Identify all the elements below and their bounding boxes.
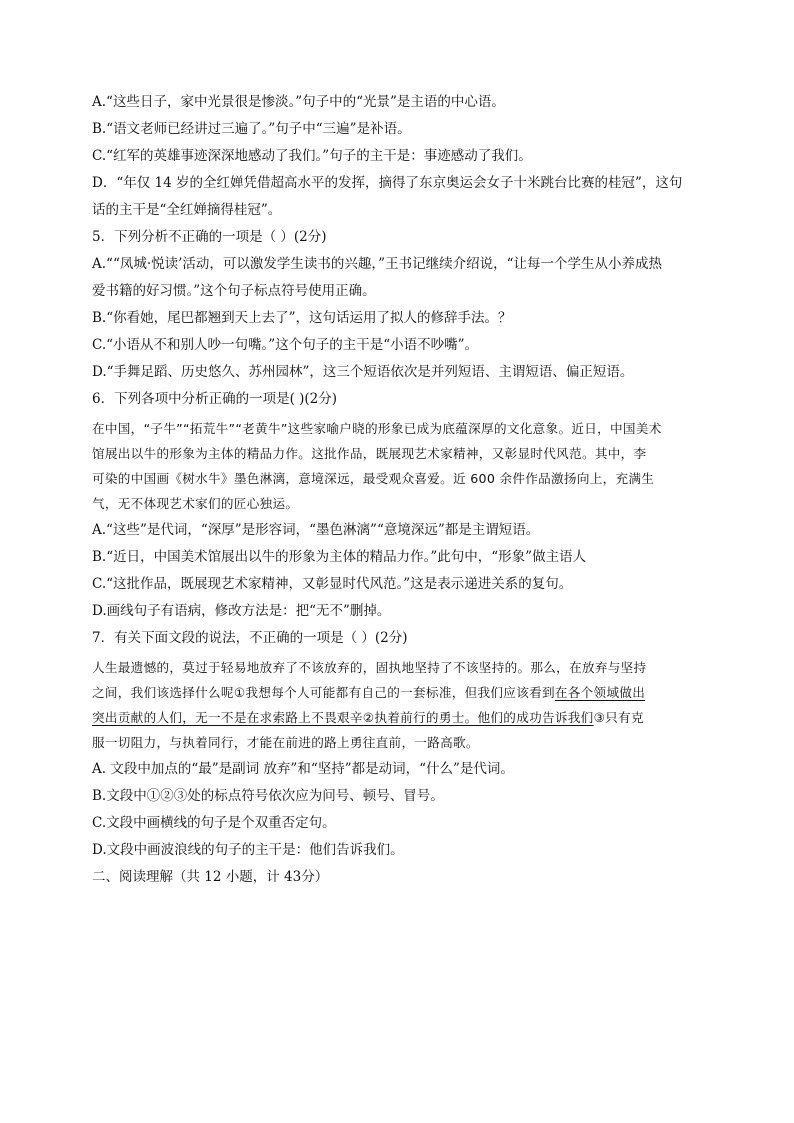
q7-passage-line: 人生最遗憾的，莫过于轻易地放弃了不该放弃的，固执地坚持了不该坚持的。那么，在放弃与坚持 <box>92 660 647 675</box>
q6-option-d: D.画线句子有语病，修改方法是：把“无不”删掉。 <box>92 603 391 619</box>
question-5 <box>92 227 702 382</box>
question-4-options <box>92 92 702 220</box>
question-6 <box>92 389 702 621</box>
q5-option-d: D.“手舞足蹈、历史悠久、苏州园林”，这三个短语依次是并列短语、主谓短语、偏正短语。 <box>92 364 634 380</box>
q6-passage <box>92 416 702 516</box>
q4-option-a: A.“这些日子，家中光景很是惨淡。”句子中的“光景”是主语的中心语。 <box>92 94 505 110</box>
q6-option-a: A.“这些”是代词，“深厚”是形容词，“墨色淋漓”“意境深远”都是主谓短语。 <box>92 522 540 538</box>
q6-passage-line: 在中国，“子牛”“拓荒牛”“老黄牛”这些家喻户晓的形象已成为底蕴深厚的文化意象。近日，中国美术 <box>92 421 662 436</box>
q5-option-a-line1: A.““凤城·悦读’活动，可以激发学生读书的兴趣，”王书记继续介绍说，“让每一个学生从小养成热 <box>92 256 662 272</box>
q7-option-b: B.文段中①②③处的标点符号依次应为问号、顿号、冒号。 <box>92 788 444 804</box>
q7-passage-text: 之间，我们该选择什么呢①我想每个人可能都有自己的一套标准，但我们应该看到 <box>92 685 555 700</box>
q6-option-c: C.“这批作品，既展现艺术家精神，又彰显时代风范。”这是表示递进关系的复句。 <box>92 576 573 592</box>
q6-passage-line: 可染的中国画《树水牛》墨色淋漓，意境深远，最受观众喜爱。近 600 余件作品激扬向上，充满生 <box>92 471 655 486</box>
q4-option-d-line2: 话的主干是“全红婵摘得桂冠”。 <box>92 202 282 218</box>
q7-passage-text: ③只有克 <box>593 710 644 725</box>
q4-option-c: C.“红军的英雄事迹深深地感动了我们。”句子的主干是：事迹感动了我们。 <box>92 148 532 164</box>
q5-option-b: B.“你看她，尾巴都翘到天上去了”，这句话运用了拟人的修辞手法。？ <box>92 310 512 326</box>
q6-passage-line: 气，无不体现艺术家们的匠心独运。 <box>92 496 299 511</box>
q7-option-c: C.文段中画横线的句子是个双重否定句。 <box>92 815 336 831</box>
underlined-sentence-part: 在各个领域做出 <box>554 685 646 700</box>
underlined-sentence-part: 突出贡献的人们，无一不是在求索路上不畏艰辛②执着前行的勇士。 <box>92 710 478 725</box>
q7-passage-line: 服一切阻力，与执着同行，才能在前进的路上勇往直前，一路高歌。 <box>92 735 479 750</box>
q7-option-d: D.文段中画波浪线的句子的主干是：他们告诉我们。 <box>92 842 404 858</box>
q5-option-c: C.“小语从不和别人吵一句嘴。”这个句子的主干是“小语不吵嘴”。 <box>92 337 478 353</box>
q4-option-b: B.“语文老师已经讲过三遍了。”句子中“三遍”是补语。 <box>92 121 411 137</box>
q7-passage-line <box>92 705 702 730</box>
q5-stem: 5．下列分析不正确的一项是（ ）(2分) <box>92 229 327 245</box>
q6-option-b: B.“近日，中国美术馆展出以牛的形象为主体的精品力作。”此句中，“形象”做主语人 <box>92 549 587 565</box>
q6-passage-line: 馆展出以牛的形象为主体的精品力作。这批作品，既展现艺术家精神，又彰显时代风范。其中，李 <box>92 446 647 461</box>
wavy-underlined-sentence: 他们的成功告诉我们 <box>477 710 594 725</box>
question-7 <box>92 628 702 860</box>
section-heading: 二、阅读理解（共 12 小题，计 43分） <box>92 869 329 885</box>
q6-stem: 6．下列各项中分析正确的一项是( )(2分) <box>92 391 338 407</box>
exam-page <box>92 92 702 901</box>
q7-option-a: A. 文段中加点的“最”是副词 放弃”和“坚持”都是动词，“什么”是代词。 <box>92 761 514 777</box>
q7-passage <box>92 655 702 755</box>
q7-passage-line <box>92 680 702 705</box>
q5-option-a-line2: 爱书籍的好习惯。”这个句子标点符号使用正确。 <box>92 283 376 299</box>
q4-option-d-line1: D．“年仅 14 岁的全红婵凭借超高水平的发挥，摘得了东京奥运会女子十米跳台比赛的桂冠”，这句 <box>92 175 683 191</box>
q7-stem: 7．有关下面文段的说法，不正确的一项是（ ）(2分) <box>92 630 408 646</box>
